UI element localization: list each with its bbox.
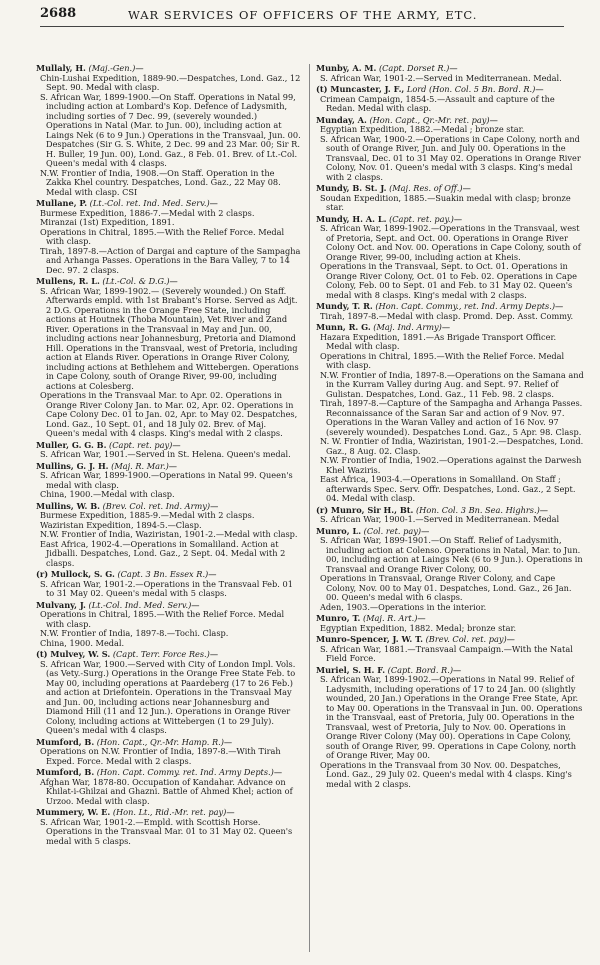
service-entry	[316, 215, 584, 301]
service-entry	[316, 64, 584, 83]
left-column	[36, 64, 302, 848]
service-entry	[36, 462, 302, 500]
service-record-line: N.W. Frontier of India, 1902.—Operations against the Darwesh Khel Waziris.	[320, 455, 582, 475]
service-record-line: Operations in Transvaal, Orange River Colony, and Cape Colony, Nov. 00 to May 01. Despatches, Lond. Gaz., 26 Jan. 00. Queen's medal with 6 clasps.	[320, 573, 572, 602]
service-record-line: Operations in Chitral, 1895.—With the Relief Force. Medal with clasp.	[40, 609, 285, 629]
column-divider	[309, 64, 310, 952]
service-entry	[316, 527, 584, 613]
service-record-line: Operations on N.W. Frontier of India, 1897-8.—With Tirah Exped. Force. Medal with 2 clasps.	[40, 746, 281, 766]
officer-name: Mulvany, J.	[36, 599, 86, 610]
officer-rank: (Hon. Capt. Commy., ret. Ind. Army Depts.)—	[372, 301, 564, 311]
service-entry	[36, 768, 302, 806]
service-record-line: Aden, 1903.—Operations in the interior.	[320, 601, 487, 612]
service-record-line: N. W. Frontier of India, Waziristan, 1901-2.—Despatches, Lond. Gaz., 8 Aug. 02. Clasp.	[320, 436, 584, 456]
officer-name: Mundy, B. St. J.	[316, 183, 387, 193]
service-entry	[316, 85, 584, 114]
service-record-line: Tirah, 1897-8.—Action of Dargai and capture of the Sampagha and Arhanga Passes. Operations in the Bara Valley, 7 to 14 Dec. 97. 2 clasps.	[40, 245, 301, 275]
officer-rank: (Capt. Bord. R.)—	[385, 664, 462, 675]
officer-rank: (Maj. Ind. Army)—	[370, 322, 451, 332]
service-record-line: S. African War, 1899-1900.—On Staff. Operations in Natal 99, including action at Lombard's Kop. Defence of Ladysmith, including sorties of 7 Dec. 99, (severely wounded.) Operations in Natal (Mar. to Jun. 00), including action at Laings Nek (6 to 9 Jun.) Operations in the Transvaal, Jun. 00. Despatches (Sir G. S. White, 2 Dec. 99 and 23 Mar. 00; Sir R. H. Buller, 19 Jun. 00), Lond. Gaz., 8 Feb. 01. Brev. of Lt.-Col. Queen's medal with 4 clasps.	[40, 91, 301, 168]
service-record-line: Tirah, 1897-8.—Medal with clasp. Promd. Dep. Asst. Commy.	[320, 310, 574, 321]
officer-rank: (Lt.-Col. Ind. Med. Serv.)—	[85, 599, 200, 610]
service-entry	[36, 808, 302, 846]
officer-rank: (Col. ret. pay)—	[361, 525, 430, 536]
service-record-line: S. African War, 1901.—Served in St. Helena. Queen's medal.	[40, 449, 291, 459]
officer-rank: (Capt. Terr. Force Res.)—	[110, 649, 219, 659]
officer-rank: (Maj. R. Mar.)—	[108, 460, 177, 471]
officer-name: (t) Mulvey, W. S.	[36, 649, 111, 659]
officer-rank: (Brev. Col. ret. pay)—	[423, 634, 515, 644]
officer-rank: (Capt. 3 Bn. Essex R.)—	[114, 569, 217, 579]
officer-rank: (Hon. Col. 3 Bn. Sea. Highrs.)—	[413, 504, 548, 515]
service-entry	[36, 570, 302, 599]
officer-rank: (Lt.-Col. ret. Ind. Med. Serv.)—	[87, 198, 218, 208]
officer-name: Mullins, G. J. H.	[36, 460, 109, 471]
service-record-line: Hazara Expedition, 1891.—As Brigade Transport Officer. Medal with clasp.	[320, 331, 557, 351]
officer-name: (r) Munro, Sir H., Bt.	[316, 504, 414, 515]
service-record-line: Operations in the Transvaal Mar. to Apr. 02. Operations in Orange River Colony Jan. to Mar. 02, Apr. 02. Operations in Cape Colony Dec. 01 to Jan. 02, Apr. to May 02. Despatches, Lond. Gaz., 10 Sept. 01, and 18 July 02. Brev. of Maj. Queen's medal with 4 clasps. King's medal with 2 clasps.	[40, 390, 298, 438]
officer-name: Mumford, B.	[36, 736, 95, 747]
service-record-line: China, 1900.—Medal with clasp.	[40, 489, 175, 499]
service-entry	[36, 277, 302, 439]
officer-rank: (Hon. Lt., Rid.-Mr. ret. pay)—	[110, 807, 235, 817]
service-record-line: Tirah, 1897-8.—Capture of the Sampagha and Arhanga Passes. Reconnaissance of the Saran Sar and action of 9 Nov. 97. Operations in the Waran Valley and action of 16 Nov. 97 (severely wounded). Despatches Lond. Gaz., 5 Apr. 98. Clasp.	[320, 398, 583, 437]
service-record-line: Waziristan Expedition, 1894-5.—Clasp.	[40, 519, 202, 530]
service-entry	[36, 601, 302, 649]
officer-name: Mummery, W. E.	[36, 807, 111, 817]
officer-name: Munro, T.	[316, 613, 361, 623]
service-entry	[36, 650, 302, 736]
service-record-line: Chin-Lushai Expedition, 1889-90.—Despatches, Lond. Gaz., 12 Sept. 90. Medal with clasp.	[40, 72, 301, 92]
officer-rank: (Hon. Capt., Qr.-Mr. ret. pay)—	[366, 114, 498, 125]
service-entry	[316, 666, 584, 790]
service-record-line: S. African War, 1900-2.—Operations in Cape Colony, north and south of Orange River, Jun. and July 00. Operations in the Transvaal, Dec. 01 to 31 May 02. Operations in Orange River Colony, Nov. 01. Queen's medal with 3 clasps. King's medal with 2 clasps.	[320, 133, 581, 182]
running-title: WAR SERVICES OF OFFICERS OF THE ARMY, ETC.	[128, 8, 478, 22]
service-entry	[36, 64, 302, 197]
service-entry	[316, 614, 584, 633]
officer-rank: (Maj. R. Art.)—	[360, 613, 426, 623]
service-record-line: S. African War, 1899-1902.—Operations in Natal 99. Relief of Ladysmith, including operations of 17 to 24 Jan. 00 (slightly wounded, 20 Jan.) Operations in the Orange Free State, Apr. to May 00. Operations in the Transvaal in Jun. 00. Operations in the Transvaal, east of Pretoria, July 00. Operations in the Transvaal, west of Pretoria, July to Nov. 00. Operations in Orange River Colony (May 00). Operations in Cape Colony, south of Orange River, 99. Operations in Cape Colony, north of Orange River, May 00.	[320, 674, 583, 760]
service-record-line: S. African War, 1899-1900.—Operations in Natal 99. Queen's medal with clasp.	[40, 470, 293, 490]
page-number: 2688	[40, 6, 77, 21]
service-entry	[316, 506, 584, 525]
officer-name: Mullens, R. L.	[36, 276, 100, 286]
officer-rank: (Maj. Res. of Off.)—	[386, 183, 471, 193]
service-entry	[316, 323, 584, 504]
service-record-line: Miranzai (1st) Expedition, 1891.	[40, 217, 175, 227]
service-record-line: Soudan Expedition, 1885.—Suakin medal with clasp; bronze star.	[320, 192, 571, 212]
service-entry	[316, 184, 584, 213]
service-entry	[36, 738, 302, 767]
service-record-line: S. African War, 1900.—Served with City of London Impl. Vols. (as Vety.-Surg.) Operations in the Orange Free State Feb. to May 00, including operations at Paardeberg (17 to 26 Feb.) and action at Driefontein. Operations in the Transvaal May and Jun. 00, including actions near Johannesburg and Diamond Hill (11 and 12 Jun.). Operations in Orange River Colony, including actions at Wittebergen (1 to 29 July). Queen's medal with 4 clasps.	[40, 658, 296, 735]
service-record-line: Afghan War, 1878-80. Occupation of Kandahar. Advance on Khilat-i-Ghilzai and Ghazni. Battle of Ahmed Khel; action of Urzoo. Medal with clasp.	[40, 776, 293, 806]
officer-name: Muriel, S. H. F.	[316, 664, 386, 675]
service-record-line: S. African War, 1901-2.—Empld. with Scottish Horse. Operations in the Transvaal Mar. 01 to 31 May 02. Queen's medal with 5 clasps.	[40, 816, 293, 846]
officer-rank: (Maj.-Gen.)—	[85, 63, 144, 73]
right-column	[316, 64, 584, 791]
service-entry	[36, 441, 302, 460]
service-record-line: S. African War, 1899-1901.—On Staff. Relief of Ladysmith, including action at Colenso. Operations in Natal, Mar. to Jun. 00, including action at Laings Nek (6 to 9 Jun.). Operations in Transvaal and Orange River Colony, 00.	[320, 535, 583, 574]
service-record-line: S. African War, 1881.—Transvaal Campaign.—With the Natal Field Force.	[320, 643, 573, 663]
officer-rank: Lord (Hon. Col. 5 Bn. Bord. R.)—	[404, 84, 544, 94]
officer-name: Munro, L.	[316, 525, 362, 536]
service-record-line: S. African War, 1899-1902.—Operations in the Transvaal, west of Pretoria, Sept. and Oct. 00. Operations in Orange River Colony Oct. and Nov. 00. Operations in Cape Colony, south of Orange River, 99-00, including action at Kheis.	[320, 223, 581, 262]
service-record-line: N.W. Frontier of India, 1908.—On Staff. Operation in the Zakka Khel country. Despatches, Lond. Gaz., 22 May 08. Medal with clasp. CSI	[40, 167, 281, 197]
service-entry	[36, 199, 302, 275]
officer-name: Mullins, W. B.	[36, 500, 100, 511]
service-record-line: Operations in Chitral, 1895.—With the Relief Force. Medal with clasp.	[40, 226, 285, 246]
officer-name: Mumford, B.	[36, 767, 95, 777]
officer-name: Munday, A.	[316, 114, 367, 125]
service-record-line: N.W. Frontier of India, 1897-8.—Operations on the Samana and in the Kurram Valley during Aug. and Sept. 97. Relief of Gulistan. Despatches, Lond. Gaz., 11 Feb. 98. 2 clasps.	[320, 369, 584, 399]
service-record-line: Egyptian Expedition, 1882.—Medal ; bronze star.	[320, 124, 525, 134]
service-record-line: China, 1900. Medal.	[40, 637, 125, 648]
service-record-line: S. African War, 1899-1902.— (Severely wounded.) On Staff. Afterwards empld. with 1st Brabant's Horse. Served as Adjt. 2 D.G. Operations in the Orange Free State, including actions at Houtnek (Thoba Mountain), Vet River and Zand River. Operations in the Transvaal in May and Jun. 00, including actions near Johannesburg, Pretoria and Diamond Hill. Operations in the Transvaal, west of Pretoria, including action at Elands River. Operations in Orange River Colony, including actions at Bethlehem and Wittebergen. Operations in Cape Colony, south of Orange River, 99-00, including actions at Colesberg.	[40, 285, 299, 391]
service-record-line: Operations in the Transvaal from 30 Nov. 00. Despatches, Lond. Gaz., 29 July 02. Queen's medal with 4 clasps. King's medal with 2 clasps.	[320, 759, 572, 789]
service-record-line: S. African War, 1901-2.—Served in Mediterranean. Medal.	[320, 72, 562, 83]
service-record-line: East Africa, 1902-4.—Operations in Somaliland. Action at Jidballi. Despatches, Lond. Gaz., 2 Sept. 04. Medal with 2 clasps.	[40, 538, 286, 568]
officer-name: (t) Muncaster, J. F.,	[316, 84, 405, 94]
officer-rank: (Lt.-Col. & D.G.)—	[99, 276, 178, 286]
officer-rank: (Hon. Capt. Commy. ret. Ind. Army Depts.)—	[94, 767, 283, 777]
service-entry	[316, 302, 584, 321]
officer-name: Mullaly, H.	[36, 63, 86, 73]
service-record-line: Egyptian Expedition, 1882. Medal; bronze star.	[320, 622, 517, 633]
officer-name: Munby, A. M.	[316, 63, 377, 73]
officer-name: (r) Mullock, S. G.	[36, 569, 115, 579]
service-record-line: S. African War, 1900-1.—Served in Mediterranean. Medal	[320, 514, 560, 524]
service-entry	[36, 502, 302, 569]
officer-name: Munro-Spencer, J. W. T.	[316, 634, 423, 644]
header-rule	[40, 26, 564, 27]
service-record-line: Operations in Chitral, 1895.—With the Relief Force. Medal with clasp.	[320, 350, 565, 370]
service-record-line: East Africa, 1903-4.—Operations in Somaliland. On Staff ; afterwards Spec. Serv. Offr. Despatches, Lond. Gaz., 2 Sept. 04. Medal with clasp.	[320, 474, 576, 503]
officer-name: Mundy, T. R.	[316, 301, 373, 311]
service-entry	[316, 116, 584, 183]
page-header	[40, 6, 564, 26]
service-record-line: Burmese Expedition, 1886-7.—Medal with 2 clasps.	[40, 207, 255, 218]
officer-name: Mullane, P.	[36, 198, 88, 208]
officer-rank: (Capt. Dorset R.)—	[376, 63, 458, 73]
service-record-line: S. African War, 1901-2.—Operations in the Transvaal Feb. 01 to 31 May 02. Queen's medal with 5 clasps.	[40, 578, 293, 598]
officer-rank: (Brev. Col. ret. Ind. Army)—	[100, 500, 219, 511]
service-record-line: N.W. Frontier of India, 1897-8.—Tochi. Clasp.	[40, 628, 229, 638]
officer-name: Munn, R. G.	[316, 322, 371, 332]
officer-name: Mundy, H. A. L.	[316, 213, 387, 224]
officer-rank: (Capt. ret. pay.)—	[386, 213, 463, 224]
service-record-line: Operations in the Transvaal, Sept. to Oct. 01. Operations in Orange River Colony, Oct. 01 to Feb. 02. Operations in Cape Colony, Feb. 00 to Sept. 01 and Feb. to 31 May 02. Queen's medal with 8 clasps. King's medal with 2 clasps.	[320, 261, 578, 300]
service-record-line: Burmese Expedition, 1885-9.—Medal with 2 clasps.	[40, 510, 255, 520]
service-record-line: N.W. Frontier of India, Waziristan, 1901-2.—Medal with clasp.	[40, 529, 298, 539]
officer-rank: (Capt. ret. pay)—	[106, 439, 181, 450]
service-record-line: Crimean Campaign, 1854-5.—Assault and capture of the Redan. Medal with clasp.	[320, 93, 555, 113]
officer-rank: (Hon. Capt., Qr.-Mr. Hamp. R.)—	[94, 736, 233, 747]
service-entry	[316, 635, 584, 664]
officer-name: Muller, G. G. B.	[36, 439, 107, 450]
